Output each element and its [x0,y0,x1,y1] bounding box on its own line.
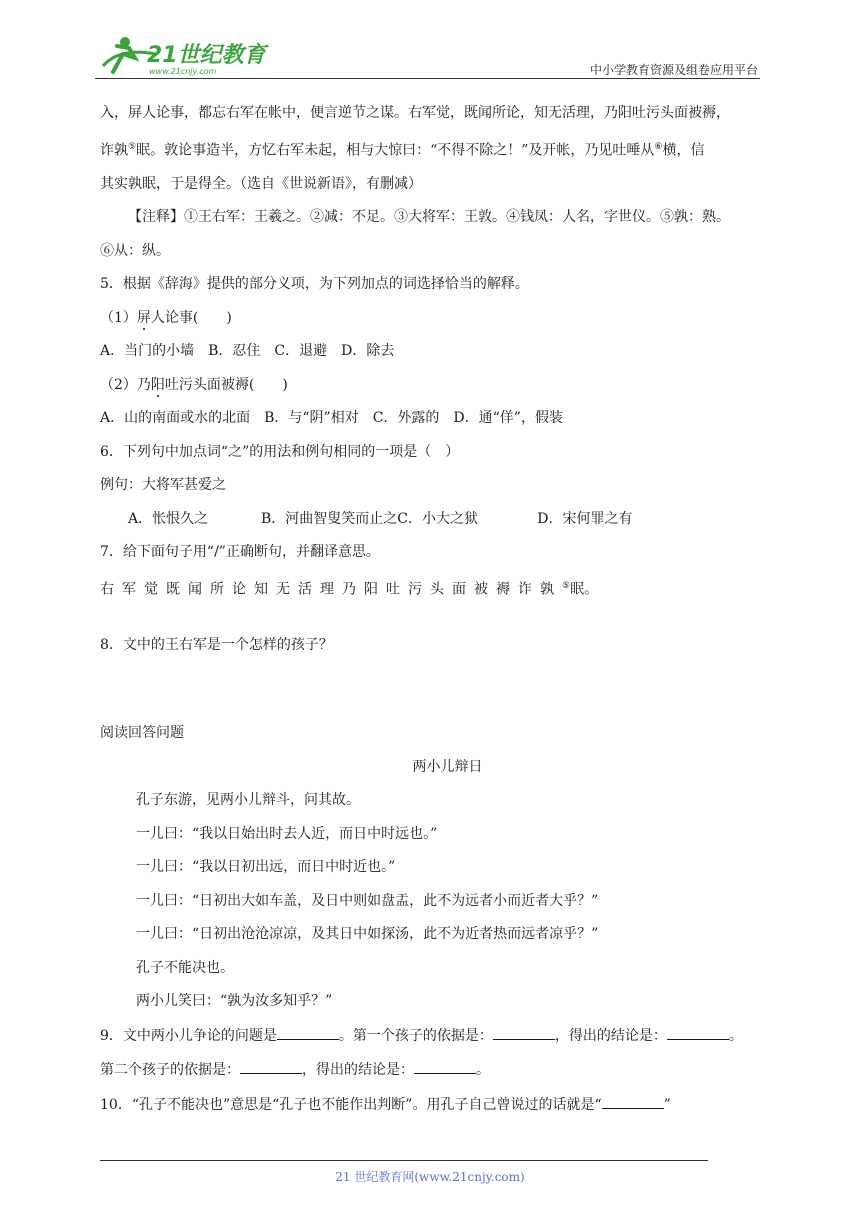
logo-url: www.21cnjy.com [149,67,217,76]
q6-option-d: D．宋何罪之有 [537,510,633,527]
passage2-p2: 一儿曰：“我以日始出时去人近，而日中时远也。” [136,825,438,842]
q10-stem: 10．“孔子不能决也”意思是“孔子也不能作出判断”。用孔子自己曾说过的话就是“ ” [100,1094,765,1115]
q5-sub2-options: A．山的南面或水的北面 B．与“阴”相对 C．外露的 D．通“佯”，假装 [100,410,563,427]
document-body [100,103,765,1128]
notes-line-1: 【注释】①王右军：王羲之。②减：不足。③大将军：王敦。④钱凤：人名，字世仪。⑤孰：熟。 [128,209,730,226]
section-heading: 阅读回答问题 [100,725,184,742]
q6-option-b: B．河曲智叟笑而止之 [261,510,398,527]
q7-stem: 7．给下面句子用“/”正确断句，并翻译意思。 [100,544,380,561]
q8-stem: 8．文中的王右军是一个怎样的孩子？ [100,636,333,653]
passage2-p6: 孔子不能决也。 [136,959,234,976]
answer-blank [602,1094,664,1109]
answer-blank [493,1025,555,1040]
passage2-p4: 一儿曰：“日初出大如车盖，及日中则如盘盂，此不为远者小而近者大乎？” [136,892,599,909]
answer-blank [240,1059,302,1074]
q6-option-a: A．怅恨久之 [128,510,209,527]
answer-blank [667,1025,729,1040]
passage2-p3: 一儿曰：“我以日初出远，而日中时近也。” [136,859,396,876]
footer-divider [100,1160,708,1161]
passage2-p1: 孔子东游，见两小儿辩斗，问其故。 [136,792,360,809]
passage2-p5: 一儿曰：“日初出沧沧凉凉，及其日中如探汤，此不为近者热而远者凉乎？” [136,926,599,943]
header-divider [95,78,760,79]
answer-blank [414,1059,476,1074]
logo-text: 21世纪教育 [147,43,266,68]
q6-example: 例句：大将军甚爱之 [100,477,226,494]
q6-stem: 6．下列句中加点词“之”的用法和例句相同的一项是（ ） [100,443,460,460]
answer-blank [277,1025,339,1040]
passage-line-3: 其实孰眠，于是得全。（选自《世说新语》，有删减） [100,175,422,192]
q5-sub2: （2）乃阳吐污头面被褥( ) [100,376,288,393]
q7-sentence: 右军觉既闻所论知无活理乃阳吐污头面被褥诈孰⑤眠。 [100,580,599,598]
q5-stem: 5．根据《辞海》提供的部分义项，为下列加点的词选择恰当的解释。 [100,276,529,293]
notes-line-2: ⑥从：纵。 [100,242,170,259]
emphasis-dot-word: 屏 [136,309,151,326]
passage-title: 两小儿辩日 [412,758,483,775]
page-header [95,28,760,80]
q5-sub1-options: A．当门的小墙 B．忍住 C．退避 D．除去 [100,343,395,360]
passage2-p7: 两小儿笑曰：“孰为汝多知乎？” [136,993,333,1010]
platform-name: 中小学教育资源及组卷应用平台 [589,63,758,77]
q5-sub1: （1）屏人论事( ) [100,309,232,326]
q6-option-c: C．小大之狱 [397,510,479,527]
footer-link[interactable]: 21 世纪教育网(www.21cnjy.com) [335,1170,525,1184]
q9-line-1: 9．文中两小儿争论的问题是 。第一个孩子的依据是： ，得出的结论是： 。 [100,1025,765,1046]
q9-line-2: 第二个孩子的依据是： ，得出的结论是： 。 [100,1059,765,1080]
emphasis-dot-word: 阳 [150,376,165,393]
q6-options [100,509,765,529]
logo [95,32,275,76]
passage-line-1: 入，屏人论事，都忘右军在帐中，便言逆节之谋。右军觉，既闻所论，知无活理，乃阳吐污头面被褥， [100,105,730,121]
passage-line-2: 诈孰⑤眠。敦论事造半，方忆右军未起，相与大惊曰：“不得不除之！”及开帐，乃见吐唾从⑥横，信 [100,141,705,159]
